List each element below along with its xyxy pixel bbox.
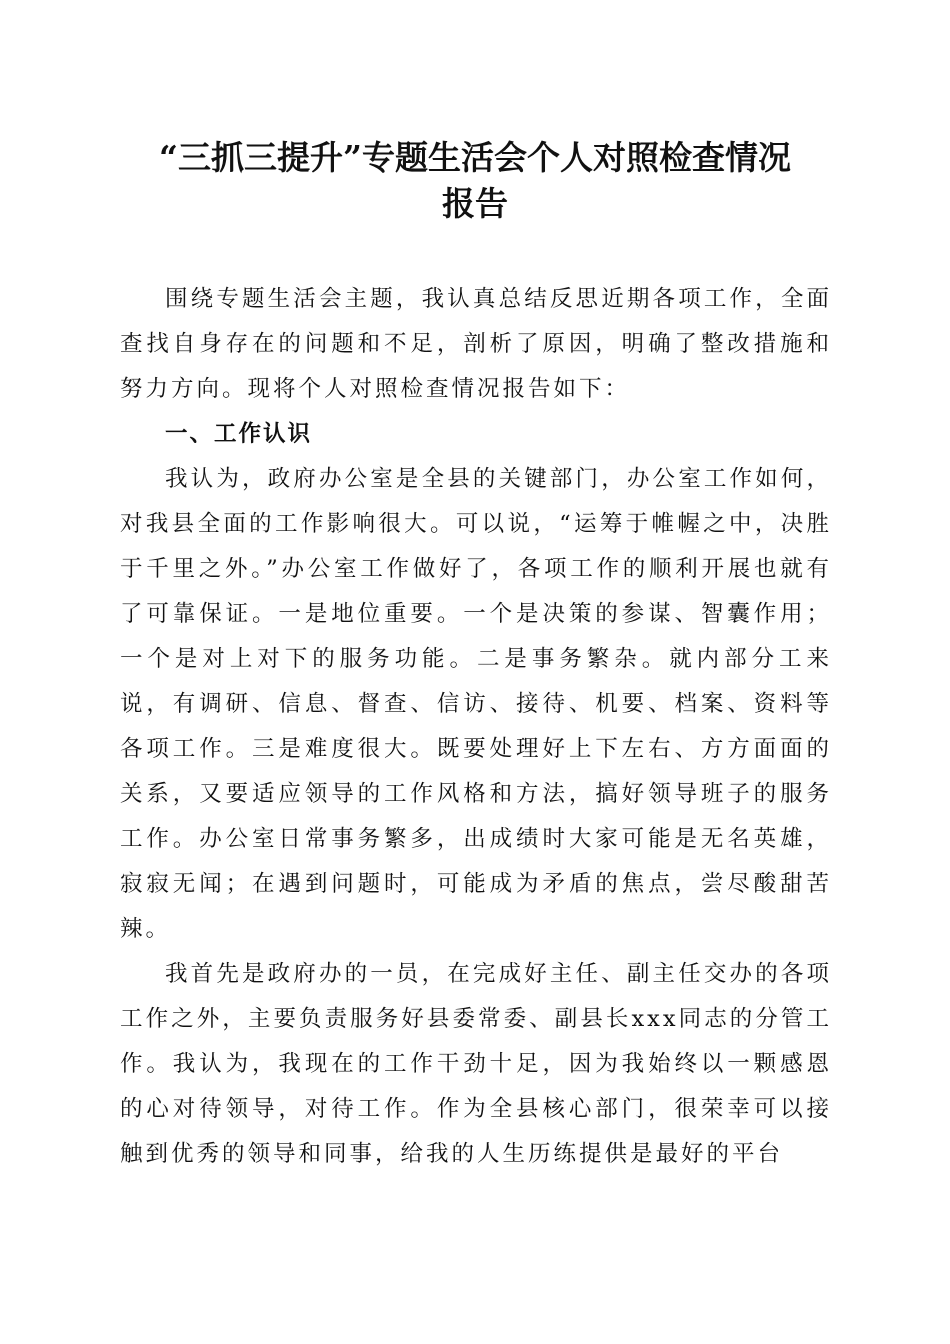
title-line-2: 报告: [442, 184, 508, 223]
body-paragraph: 我认为，政府办公室是全县的关键部门，办公室工作如何，对我县全面的工作影响很大。可以说，“运筹于帷幄之中，决胜于千里之外。”办公室工作做好了，各项工作的顺利开展也就有了可靠保证。一是地位重要。一个是决策的参谋、智囊作用；一个是对上对下的服务功能。二是事务繁杂。就内部分工来说，有调研、信息、督查、信访、接待、机要、档案、资料等各项工作。三是难度很大。既要处理好上下左右、方方面面的关系，又要适应领导的工作风格和方法，搞好领导班子的服务工作。办公室日常事务繁多，出成绩时大家可能是无名英雄，寂寂无闻；在遇到问题时，可能成为矛盾的焦点，尝尽酸甜苦辣。: [120, 466, 832, 942]
document-body: [120, 277, 832, 1177]
body-paragraph: 我首先是政府办的一员，在完成好主任、副主任交办的各项工作之外，主要负责服务好县委常委、副县长xxx同志的分管工作。我认为，我现在的工作干劲十足，因为我始终以一颗感恩的心对待领导，对待工作。作为全县核心部门，很荣幸可以接触到优秀的领导和同事，给我的人生历练提供是最好的平台: [120, 961, 832, 1167]
intro-paragraph: 围绕专题生活会主题，我认真总结反思近期各项工作，全面查找自身存在的问题和不足，剖析了原因，明确了整改措施和努力方向。现将个人对照检查情况报告如下：: [120, 286, 832, 402]
section-heading-work-understanding: 一、工作认识: [165, 421, 313, 447]
title-line-1: “三抓三提升”专题生活会个人对照检查情况: [159, 138, 791, 177]
document-title: [100, 135, 850, 227]
